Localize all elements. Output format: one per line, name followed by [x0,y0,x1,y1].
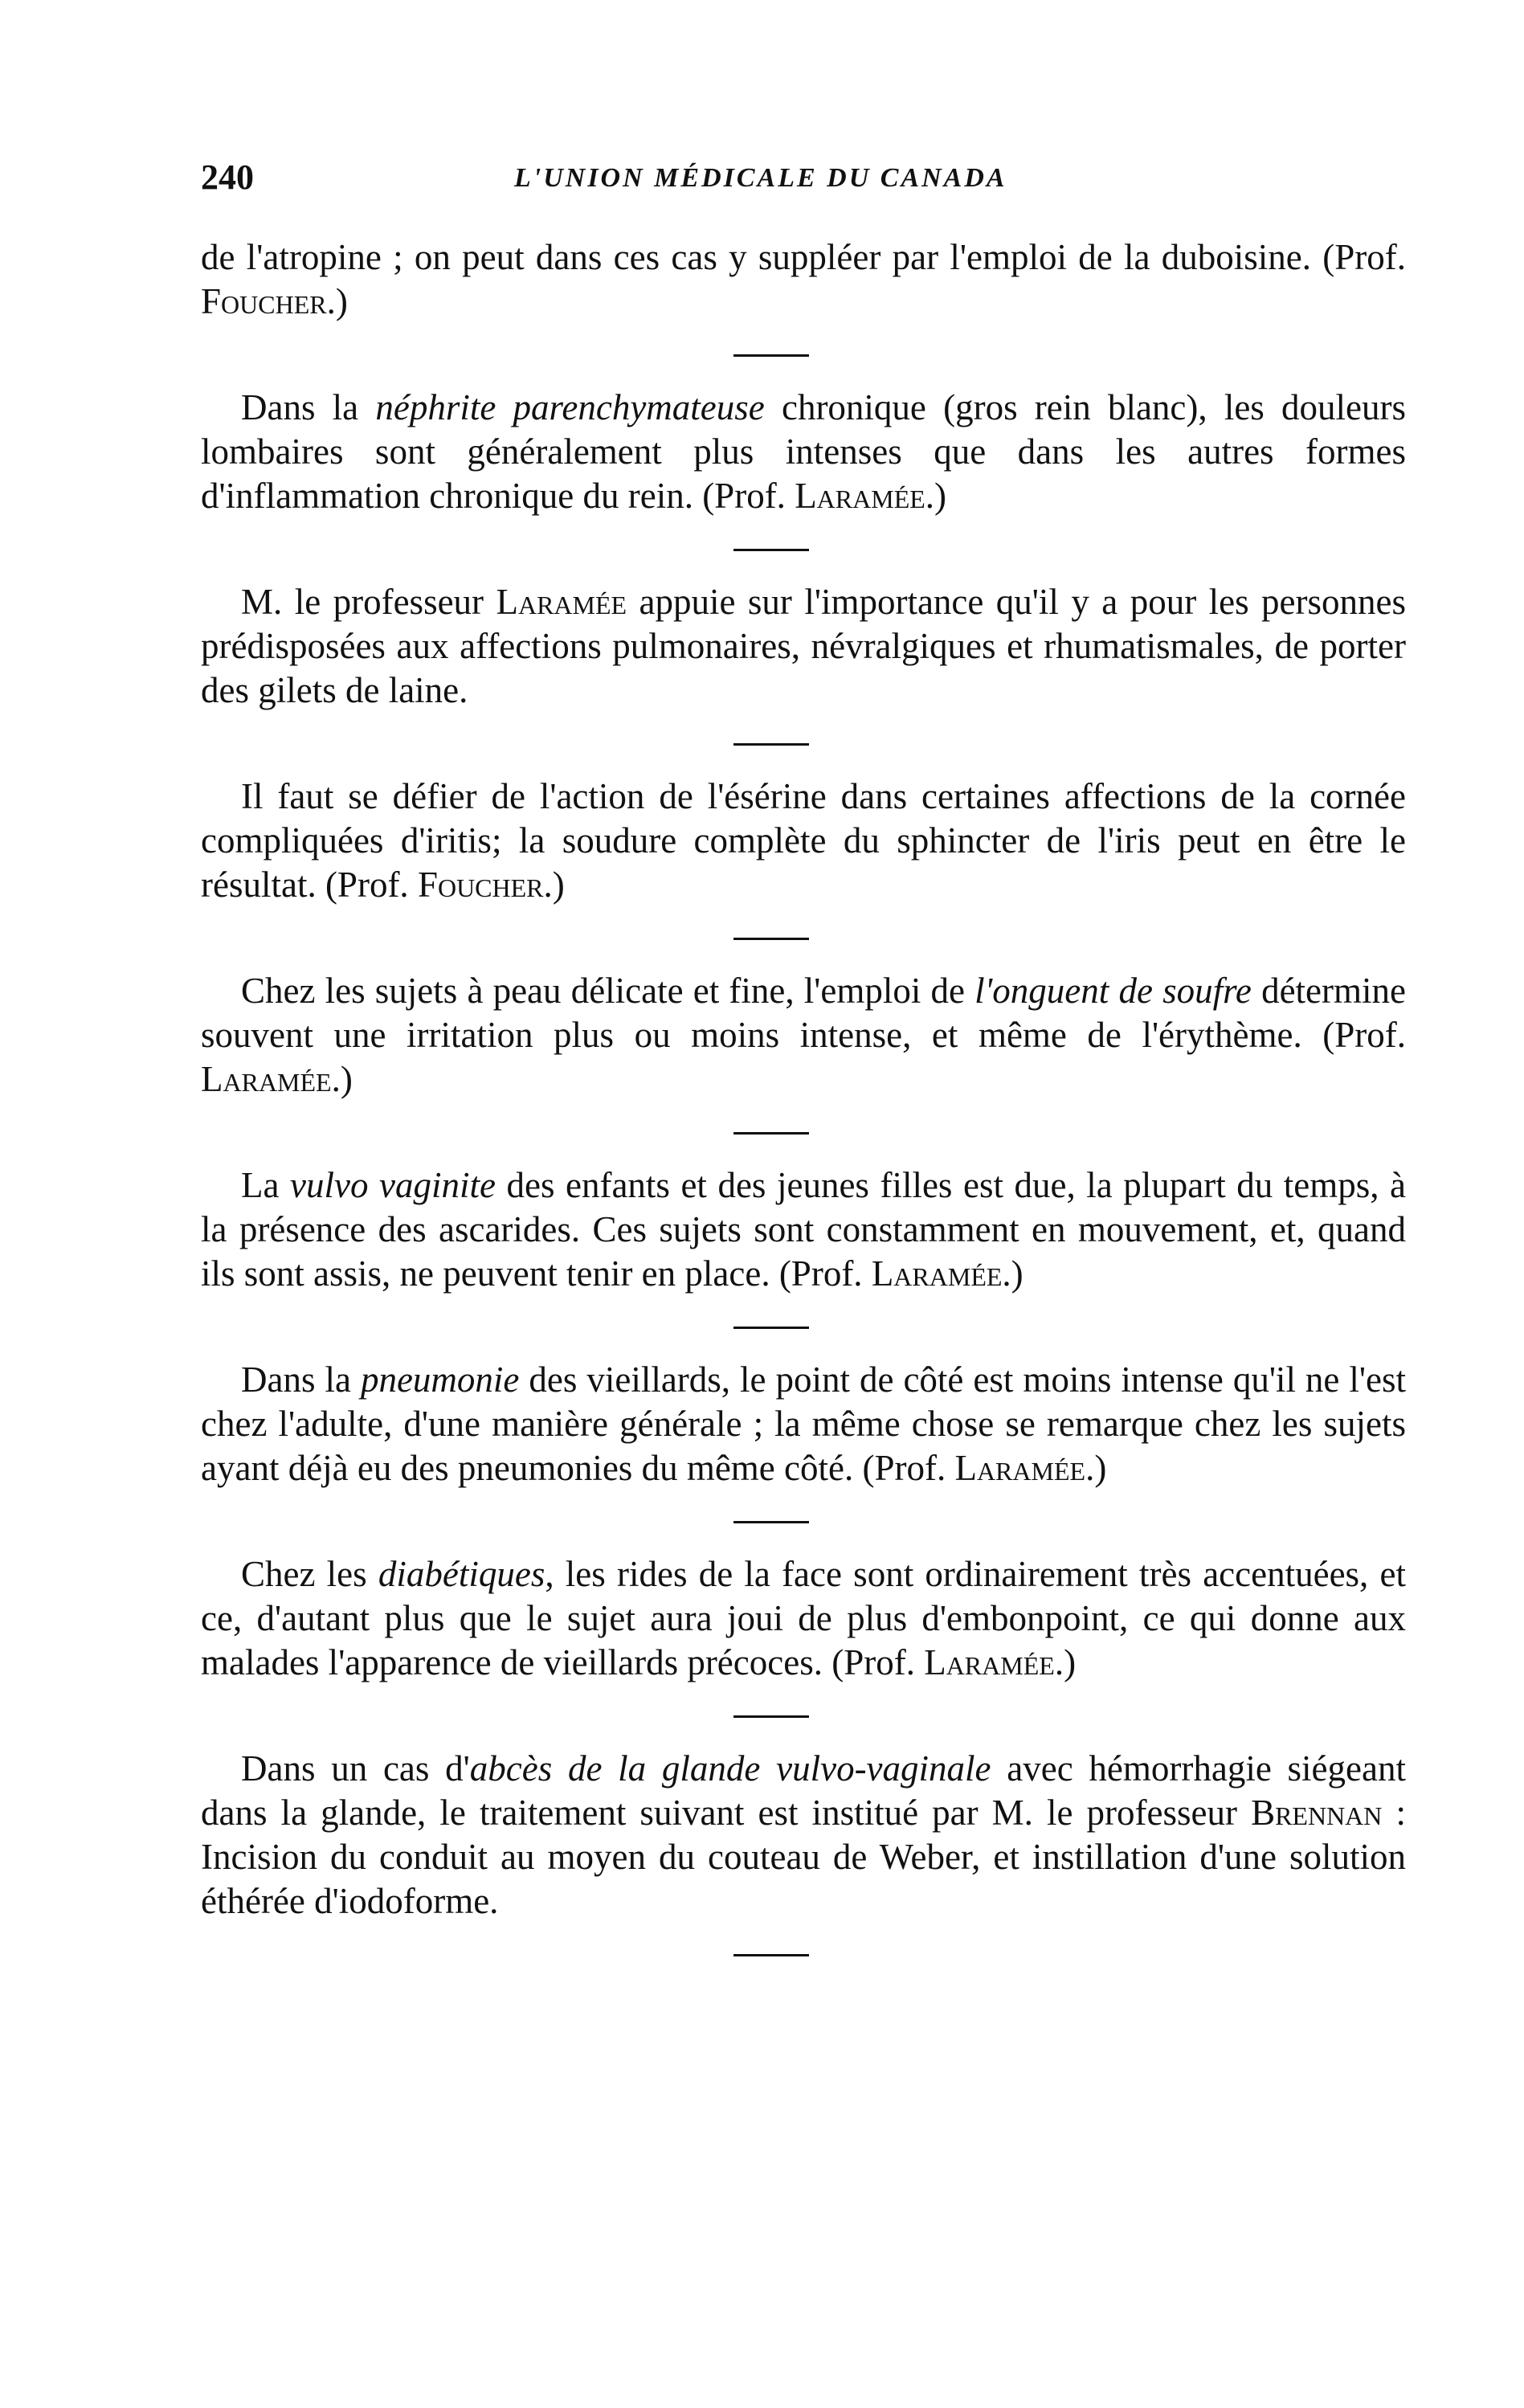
section-divider [733,549,809,551]
paragraph-text: Dans la [241,387,376,427]
paragraph-onguent-de-soufre [201,969,1406,1102]
author-name: Laramée [871,1253,1003,1294]
page-number: 240 [201,157,254,197]
section-divider [733,938,809,940]
emphasis-term: diabétiques [378,1554,545,1594]
paragraph-text: Chez les [241,1554,378,1594]
emphasis-term: pneumonie [360,1359,520,1400]
page-header [201,157,1406,205]
paragraph-text: .) [543,865,565,905]
paragraph-text: appuie sur l'importance qu'il y a pour les personnes prédisposées aux affections pulmonaires, névralgiques et rhumatismales, de porter des gilets de laine. [201,582,1407,710]
paragraph-text: chronique (gros rein blanc), les douleurs lombaires sont généralement plus intenses que dans les autres formes d'inflammation chronique du rein. (Prof. [201,387,1406,516]
paragraph-abces-glande [201,1747,1406,1924]
emphasis-term: abcès de la glande vulvo-vaginale [469,1748,991,1789]
running-title: L'UNION MÉDICALE DU CANADA [514,163,1007,193]
author-name: Brennan [1251,1793,1383,1833]
emphasis-term: néphrite parenchymateuse [375,387,765,427]
paragraph-pneumonie [201,1358,1406,1490]
paragraph-eserine [201,775,1406,907]
paragraph-text: Dans la [241,1359,361,1400]
paragraph-text: : Incision du conduit au moyen du couteau de Weber, et instillation d'une solution éthérée d'iodoforme. [201,1793,1406,1921]
paragraph-text: .) [1002,1253,1023,1294]
paragraph-text: de l'atropine ; on peut dans ces cas y suppléer par l'emploi de la duboisine. (Prof. [201,237,1406,277]
page [201,157,1406,1985]
section-divider [733,743,809,746]
author-name: Laramée [924,1642,1055,1682]
paragraph-text: M. le professeur [241,582,496,622]
paragraph-vulvo-vaginite [201,1163,1406,1296]
section-divider [733,354,809,357]
section-divider [733,1327,809,1329]
author-name: Foucher [201,281,327,321]
section-divider [733,1521,809,1523]
section-divider [733,1715,809,1718]
paragraph-gilets-de-laine [201,580,1406,713]
paragraph-diabetiques [201,1552,1406,1685]
author-name: Laramée [201,1059,332,1099]
paragraph-text: des vieillards, le point de côté est moins intense qu'il ne l'est chez l'adulte, d'une manière générale ; la même chose se remarque chez les sujets ayant déjà eu des pneumonies du même côté. (Prof. [201,1359,1406,1488]
author-name: Laramée [496,582,627,622]
paragraph-text: .) [326,281,348,321]
emphasis-term: l'onguent de soufre [974,971,1252,1011]
paragraph-text: Chez les sujets à peau délicate et fine, l'emploi de [241,971,975,1011]
author-name: Laramée [954,1448,1086,1488]
paragraph-text: Dans un cas d' [241,1748,470,1789]
author-name: Foucher [417,865,544,905]
paragraph-text: .) [925,476,947,516]
paragraph-text: La [241,1165,290,1205]
paragraph-text: .) [1054,1642,1077,1682]
paragraph-text: Il faut se défier de l'action de l'ésérine dans certaines affections de la cornée compliquées d'iritis; la soudure complète du sphincter de l'iris peut en être le résultat. (Prof. [201,776,1406,905]
paragraph-atropine [201,235,1406,324]
paragraph-text: des enfants et des jeunes filles est due, la plupart du temps, à la présence des ascarides. Ces sujets sont constamment en mouvement, et, quand ils sont assis, ne peuvent tenir en place. (Prof. [201,1165,1406,1294]
paragraph-text: , les rides de la face sont ordinairement très accentuées, et ce, d'autant plus que le sujet aura joui de plus d'embonpoint, ce qui donne aux malades l'apparence de vieillards précoces. (Prof. [201,1554,1406,1682]
author-name: Laramée [795,476,925,516]
section-divider [733,1954,809,1956]
paragraph-text: .) [331,1059,353,1099]
paragraph-nephrite [201,386,1406,518]
section-divider [733,1132,809,1134]
paragraph-text: détermine souvent une irritation plus ou moins intense, et même de l'érythème. (Prof. [201,971,1406,1055]
paragraph-text: .) [1085,1448,1107,1488]
emphasis-term: vulvo vaginite [290,1165,496,1205]
paragraph-text: avec hémorrhagie siégeant dans la glande, le traitement suivant est institué par M. le professeur [201,1748,1406,1833]
